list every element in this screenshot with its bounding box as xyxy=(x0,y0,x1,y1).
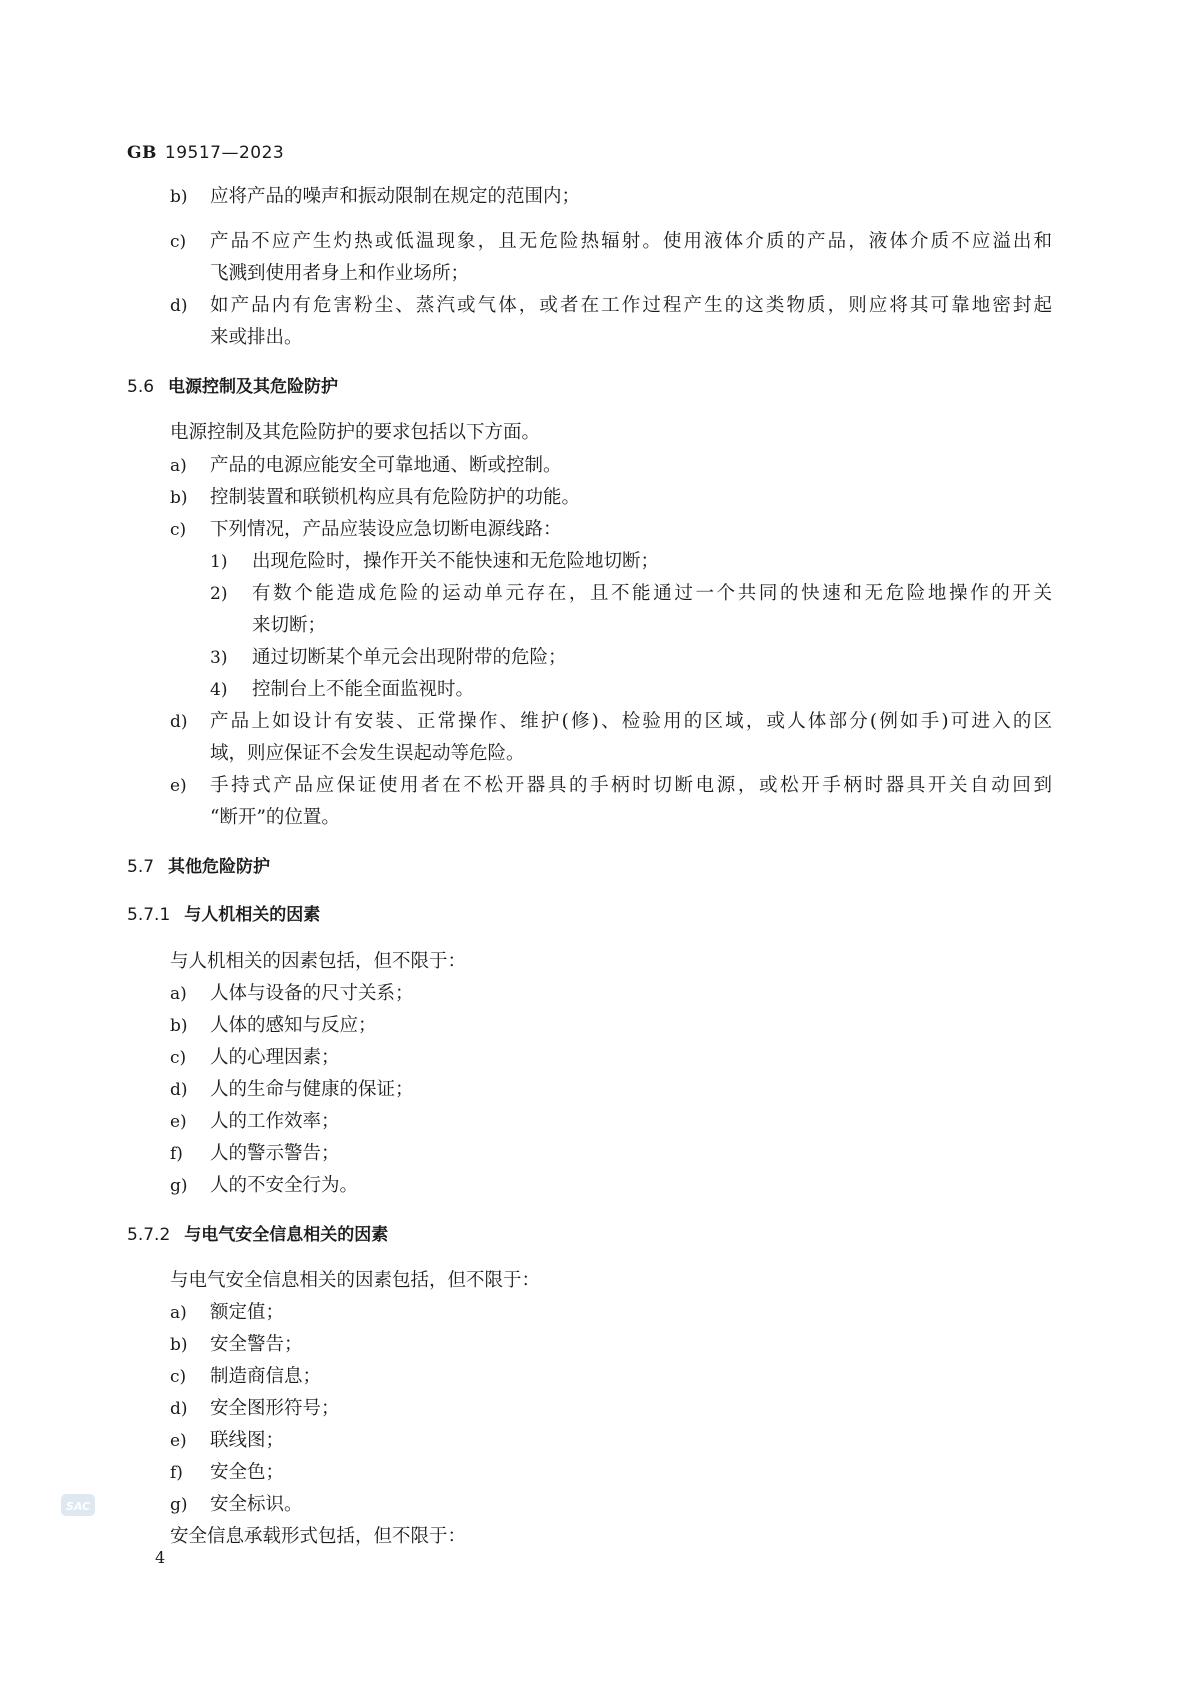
standard-number: 19517—2023 xyxy=(164,143,285,163)
list-item-text: 人体与设备的尺寸关系； xyxy=(210,983,414,1004)
list-item-text: 产品不应产生灼热或低温现象，且无危险热辐射。使用液体介质的产品，液体介质不应溢出和 xyxy=(210,231,1052,252)
section-intro: 与电气安全信息相关的因素包括，但不限于： xyxy=(170,1270,541,1291)
sublist-label: 2) xyxy=(210,584,228,604)
section-outro: 安全信息承载形式包括，但不限于： xyxy=(170,1526,467,1547)
sublist-item-text: 控制台上不能全面监视时。 xyxy=(252,679,475,700)
gb-label: GB xyxy=(127,143,157,163)
page-number: 4 xyxy=(155,1548,166,1567)
list-label: a) xyxy=(170,456,187,476)
list-item-text: 应将产品的噪声和振动限制在规定的范围内； xyxy=(210,186,581,207)
list-label: b) xyxy=(170,1335,188,1355)
list-label: e) xyxy=(170,1431,187,1451)
section-intro: 与人机相关的因素包括，但不限于： xyxy=(170,951,467,972)
list-item-text: 如产品内有危害粉尘、蒸汽或气体，或者在工作过程产生的这类物质，则应将其可靠地密封起 xyxy=(210,295,1052,316)
list-label: f) xyxy=(170,1463,183,1483)
list-item-text: 安全标识。 xyxy=(210,1494,303,1515)
list-item-text: 人的心理因素； xyxy=(210,1047,340,1068)
list-label: d) xyxy=(170,1080,188,1100)
list-item-text: 来或排出。 xyxy=(210,327,303,348)
sublist-item-text: 通过切断某个单元会出现附带的危险； xyxy=(252,647,567,668)
list-item-text: 控制装置和联锁机构应具有危险防护的功能。 xyxy=(210,487,581,508)
list-item-text: 额定值； xyxy=(210,1302,285,1323)
list-label: d) xyxy=(170,296,188,316)
list-item-text: 域，则应保证不会发生误起动等危险。 xyxy=(210,743,525,764)
list-label: d) xyxy=(170,712,188,732)
list-label: e) xyxy=(170,776,187,796)
sublist-label: 4) xyxy=(210,680,228,700)
list-item-text: 飞溅到使用者身上和作业场所； xyxy=(210,263,470,284)
sublist-label: 1) xyxy=(210,552,228,572)
list-label: d) xyxy=(170,1399,188,1419)
list-item-text: 手持式产品应保证使用者在不松开器具的手柄时切断电源，或松开手柄时器具开关自动回到 xyxy=(210,775,1052,796)
section-heading-5-6: 5.6 电源控制及其危险防护 xyxy=(127,377,339,397)
list-item-text: 下列情况，产品应装设应急切断电源线路： xyxy=(210,519,562,540)
section-heading-5-7: 5.7 其他危险防护 xyxy=(127,857,271,877)
list-item-text: 人的工作效率； xyxy=(210,1111,340,1132)
list-label: b) xyxy=(170,187,188,207)
sac-watermark-logo xyxy=(60,1491,96,1519)
sublist-label: 3) xyxy=(210,648,228,668)
list-item-text: 安全色； xyxy=(210,1462,285,1483)
list-label: f) xyxy=(170,1144,183,1164)
list-label: a) xyxy=(170,984,187,1004)
list-label: b) xyxy=(170,1016,188,1036)
list-item-text: 人体的感知与反应； xyxy=(210,1015,377,1036)
list-label: c) xyxy=(170,232,187,252)
watermark-text: SAC xyxy=(65,1500,91,1513)
list-label: e) xyxy=(170,1112,187,1132)
list-item-text: 人的不安全行为。 xyxy=(210,1175,359,1196)
page-header xyxy=(127,143,284,163)
list-item-text: 人的警示警告； xyxy=(210,1143,340,1164)
list-label: c) xyxy=(170,520,187,540)
sublist-item-text: 来切断； xyxy=(252,615,327,636)
list-label: c) xyxy=(170,1367,187,1387)
list-item-text: 安全图形符号； xyxy=(210,1398,340,1419)
sublist-item-text: 出现危险时，操作开关不能快速和无危险地切断； xyxy=(252,551,660,572)
list-item-text: 安全警告； xyxy=(210,1334,303,1355)
list-item-text: 产品的电源应能安全可靠地通、断或控制。 xyxy=(210,455,562,476)
list-item-text: 产品上如设计有安装、正常操作、维护(修)、检验用的区域，或人体部分(例如手)可进入的区 xyxy=(210,711,1052,732)
list-label: g) xyxy=(170,1495,188,1515)
list-item-text: 人的生命与健康的保证； xyxy=(210,1079,414,1100)
section-intro: 电源控制及其危险防护的要求包括以下方面。 xyxy=(170,422,541,443)
sublist-item-text: 有数个能造成危险的运动单元存在，且不能通过一个共同的快速和无危险地操作的开关 xyxy=(252,583,1052,604)
section-heading-5-7-2: 5.7.2 与电气安全信息相关的因素 xyxy=(127,1225,389,1245)
list-item-text: “断开”的位置。 xyxy=(210,807,340,828)
list-label: g) xyxy=(170,1176,188,1196)
list-label: a) xyxy=(170,1303,187,1323)
list-item-text: 制造商信息； xyxy=(210,1366,322,1387)
section-heading-5-7-1: 5.7.1 与人机相关的因素 xyxy=(127,905,321,925)
list-label: c) xyxy=(170,1048,187,1068)
list-label: b) xyxy=(170,488,188,508)
list-item-text: 联线图； xyxy=(210,1430,285,1451)
